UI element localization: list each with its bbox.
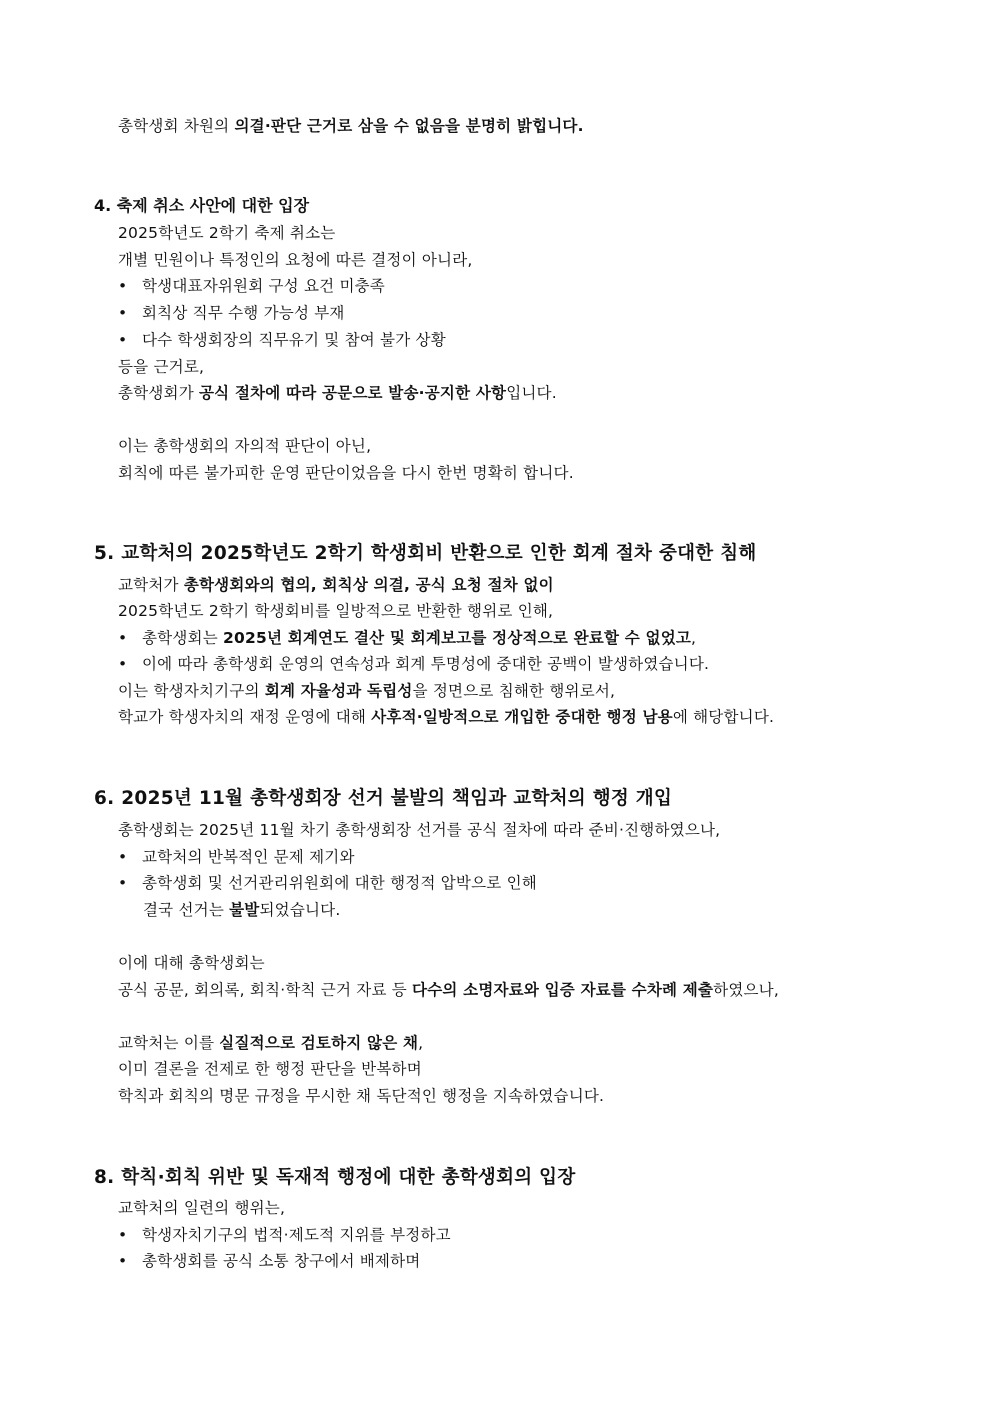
text-run: , [418, 1034, 424, 1052]
section-6-heading: 6. 2025년 11월 총학생회장 선거 불발의 책임과 교학처의 행정 개입 [94, 788, 673, 809]
bold-text-run: 공식 절차에 따라 공문으로 발송·공지한 사항 [199, 384, 507, 402]
bullet-glyph: • [118, 1226, 128, 1244]
s6-line-7 [118, 1086, 604, 1106]
bold-text-run: 사후적·일방적으로 개입한 중대한 행정 남용 [371, 708, 673, 726]
text-run: 공식 공문, 회의록, 회칙·학칙 근거 자료 등 [118, 981, 413, 999]
text-run: 총학생회 차원의 [118, 117, 235, 135]
bold-text-run: 의결·판단 근거로 삼을 수 없음을 분명히 밝힙니다. [234, 117, 584, 135]
s4-bullet-3-text: 다수 학생회장의 직무유기 및 참여 불가 상황 [142, 331, 446, 349]
text-run: 하였으나, [713, 981, 779, 999]
s4-bullet-2 [118, 303, 345, 323]
text-run: 이는 총학생회의 자의적 판단이 아닌, [118, 437, 372, 455]
s4-line-2 [118, 250, 473, 270]
text-run: 등을 근거로, [118, 358, 205, 376]
s4-bullet-1-text: 학생대표자위원회 구성 요건 미충족 [142, 277, 385, 295]
text-run: 결국 선거는 [143, 901, 230, 919]
text-run: 에 해당합니다. [672, 708, 775, 726]
text-run: 되었습니다. [259, 901, 341, 919]
bullet-glyph: • [118, 655, 128, 673]
s6-bullet-1 [118, 847, 355, 867]
s4-bullet-1 [118, 276, 385, 296]
s8-bullet-1-text: 학생자치기구의 법적·제도적 지위를 부정하고 [142, 1226, 451, 1244]
s5-line-2 [118, 601, 553, 621]
text-run: , [691, 629, 697, 647]
section-4-heading: 4. 축제 취소 사안에 대한 입장 [94, 196, 310, 215]
s5-line-4 [118, 707, 774, 727]
text-run: 이에 따라 총학생회 운영의 연속성과 회계 투명성에 중대한 공백이 발생하였습니다. [142, 655, 710, 673]
section-8-heading: 8. 학칙·회칙 위반 및 독재적 행정에 대한 총학생회의 입장 [94, 1167, 576, 1188]
s4-line-5 [118, 436, 371, 456]
bold-text-run: 다수의 소명자료와 입증 자료를 수차례 제출 [412, 981, 714, 999]
s4-line-4 [118, 383, 557, 403]
text-run: 교학처의 일련의 행위는, [118, 1199, 286, 1217]
text-run: 교학처는 이를 [118, 1034, 220, 1052]
s6-line-1 [118, 820, 720, 840]
s6-bullet-2 [118, 873, 537, 893]
s6-bullet-2-text [142, 874, 537, 892]
s6-line-3 [118, 953, 265, 973]
s8-bullet-2 [118, 1251, 420, 1271]
bullet-glyph: • [118, 848, 128, 866]
s4-line-6 [118, 463, 574, 483]
s4-line-1 [118, 223, 335, 243]
s8-line-1 [118, 1198, 285, 1218]
s4-line-3 [118, 357, 204, 377]
bold-text-run: 총학생회와의 협의, 회칙상 의결, 공식 요청 절차 없이 [183, 576, 554, 594]
s8-bullet-1 [118, 1225, 451, 1245]
s6-line-4 [118, 980, 779, 1000]
text-run: 2025학년도 2학기 학생회비를 일방적으로 반환한 행위로 인해, [118, 602, 554, 620]
s4-bullet-3 [118, 330, 446, 350]
s5-bullet-1 [118, 628, 696, 648]
text-run: 2025학년도 2학기 축제 취소는 [118, 224, 336, 242]
bullet-glyph: • [118, 629, 128, 647]
text-run: 개별 민원이나 특정인의 요청에 따른 결정이 아니라, [118, 251, 473, 269]
section-5-heading: 5. 교학처의 2025학년도 2학기 학생회비 반환으로 인한 회계 절차 중대한 침해 [94, 543, 757, 564]
s6-line-5 [118, 1033, 423, 1053]
s5-bullet-2-text [142, 655, 709, 673]
text-run: 이는 학생자치기구의 [118, 682, 265, 700]
s4-bullet-2-text: 회칙상 직무 수행 가능성 부재 [142, 304, 345, 322]
s6-line-6 [118, 1059, 422, 1079]
text-run: 학칙과 회칙의 명문 규정을 무시한 채 독단적인 행정을 지속하였습니다. [118, 1087, 605, 1105]
text-run: 입니다. [506, 384, 557, 402]
text-run: 을 정면으로 침해한 행위로서, [412, 682, 616, 700]
s8-bullet-2-text: 총학생회를 공식 소통 창구에서 배제하며 [142, 1252, 421, 1270]
bullet-glyph: • [118, 874, 128, 892]
text-run: 회칙에 따른 불가피한 운영 판단이었음을 다시 한번 명확히 합니다. [118, 464, 574, 482]
bold-text-run: 불발 [229, 901, 260, 919]
intro-line [118, 116, 584, 136]
s5-bullet-1-text [142, 629, 696, 647]
bold-text-run: 2025년 회계연도 결산 및 회계보고를 정상적으로 완료할 수 없었고 [223, 629, 692, 647]
text-run: 총학생회 및 선거관리위원회에 대한 행정적 압박으로 인해 [142, 874, 537, 892]
text-run: 총학생회가 [118, 384, 199, 402]
text-run: 이에 대해 총학생회는 [118, 954, 265, 972]
text-run: 이미 결론을 전제로 한 행정 판단을 반복하며 [118, 1060, 422, 1078]
s5-line-3 [118, 681, 615, 701]
bullet-glyph: • [118, 277, 128, 295]
s6-bullet-1-text [142, 848, 355, 866]
bullet-glyph: • [118, 304, 128, 322]
s5-line-1 [118, 575, 554, 595]
text-run: 총학생회는 2025년 11월 차기 총학생회장 선거를 공식 절차에 따라 준비·진행하였으나, [118, 821, 721, 839]
text-run: 학교가 학생자치의 재정 운영에 대해 [118, 708, 372, 726]
bold-text-run: 회계 자율성과 독립성 [264, 682, 413, 700]
text-run: 총학생회는 [142, 629, 223, 647]
s6-line-2 [143, 900, 340, 920]
bold-text-run: 실질적으로 검토하지 않은 채 [219, 1034, 419, 1052]
text-run: 교학처의 반복적인 문제 제기와 [142, 848, 355, 866]
bullet-glyph: • [118, 1252, 128, 1270]
bullet-glyph: • [118, 331, 128, 349]
s5-bullet-2 [118, 654, 709, 674]
text-run: 교학처가 [118, 576, 184, 594]
